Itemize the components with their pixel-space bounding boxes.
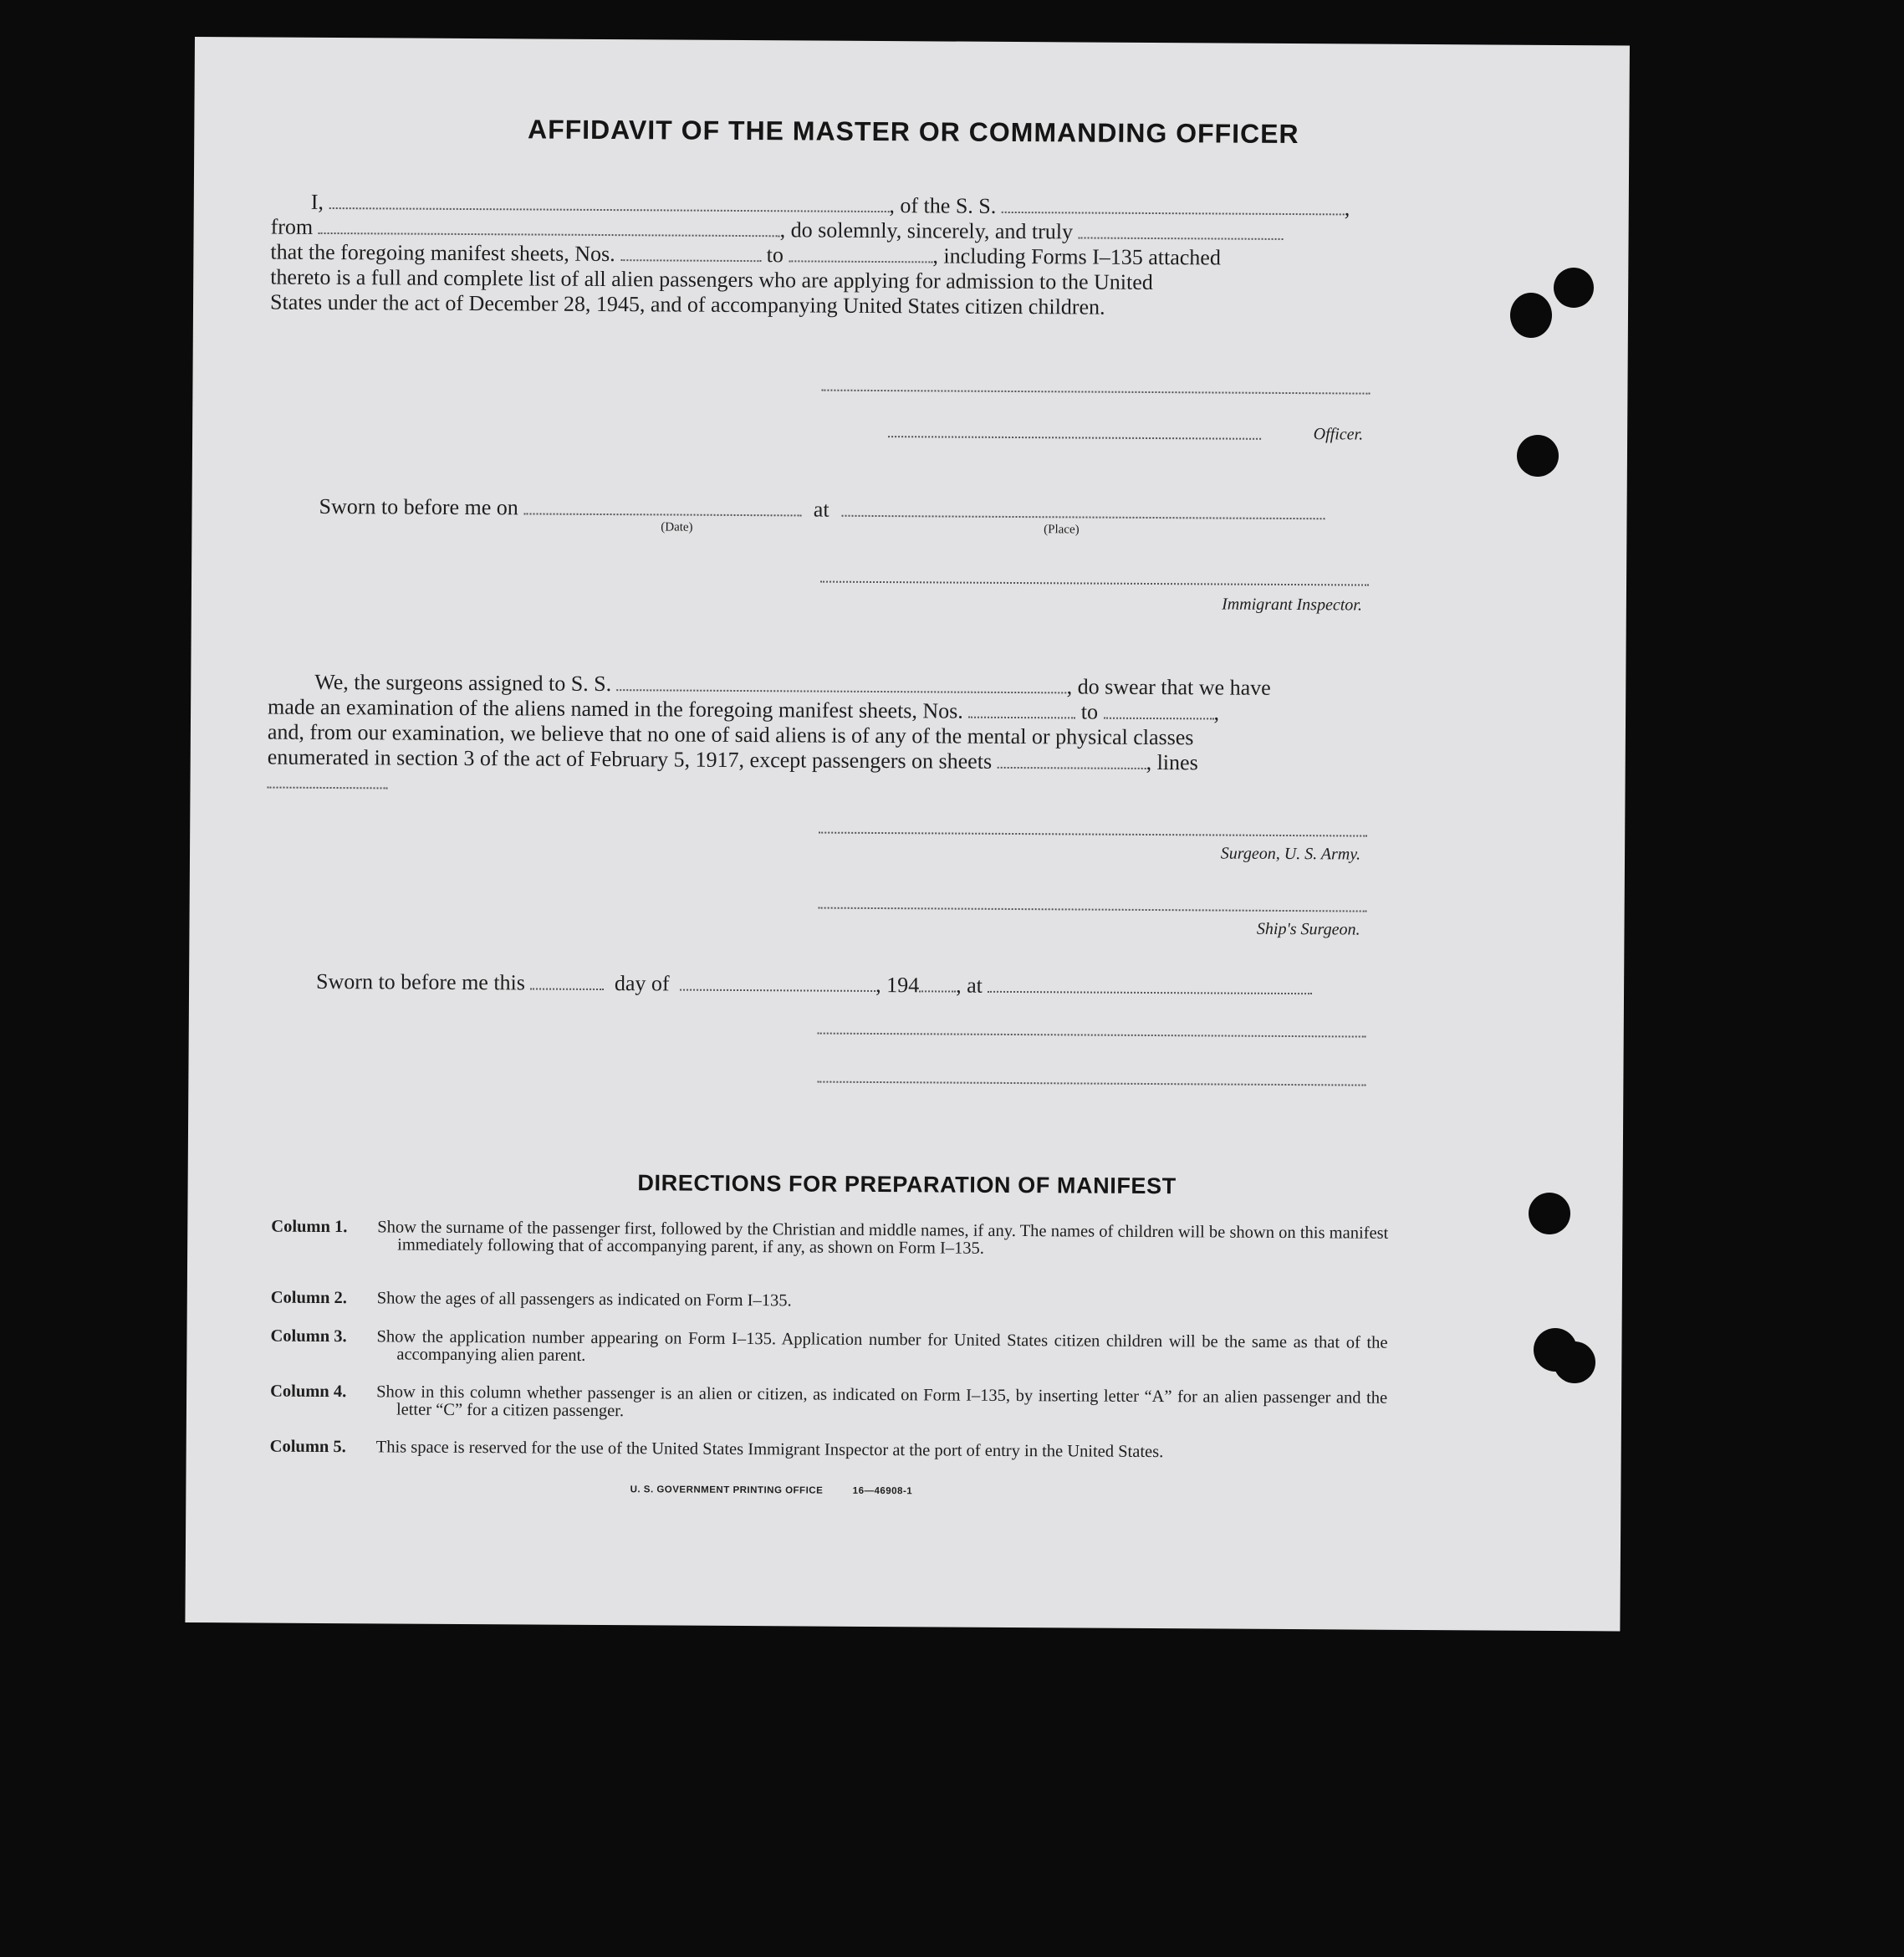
punch-hole-6 bbox=[1554, 1341, 1595, 1383]
sworn-month-field[interactable] bbox=[680, 973, 875, 992]
officer-signature-line-1[interactable] bbox=[821, 390, 1370, 395]
inspector-label: Immigrant Inspector. bbox=[1222, 595, 1362, 615]
sworn-date-field[interactable] bbox=[523, 496, 801, 516]
sheets-to-field[interactable] bbox=[789, 243, 932, 263]
sworn-place-field[interactable] bbox=[841, 498, 1325, 520]
army-surgeon-signature-line[interactable] bbox=[819, 832, 1367, 837]
army-surgeon-label: Surgeon, U. S. Army. bbox=[1220, 844, 1361, 864]
surgeons-line-1: We, the surgeons assigned to S. S. , do swear that we have bbox=[314, 669, 1271, 700]
punch-hole-2 bbox=[1510, 293, 1552, 338]
sworn-day-field[interactable] bbox=[530, 971, 604, 990]
direction-item-5: Column 5. This space is reserved for the use of the United States Immigrant Inspector at the port of entry in the United States. bbox=[269, 1437, 1164, 1462]
surgeons-line-2: made an examination of the aliens named in the foregoing manifest sheets, Nos. to , bbox=[268, 694, 1220, 725]
sworn-signature-line-1[interactable] bbox=[818, 1033, 1366, 1038]
surgeon-ship-field[interactable] bbox=[617, 672, 1067, 693]
punch-hole-1 bbox=[1554, 268, 1594, 308]
affidavit-line-3: that the foregoing manifest sheets, Nos. to , including Forms I–135 attached bbox=[270, 239, 1221, 270]
master-name-field[interactable] bbox=[329, 191, 889, 212]
sworn-location-field[interactable] bbox=[988, 974, 1312, 994]
ship-surgeon-signature-line[interactable] bbox=[819, 907, 1367, 912]
punch-hole-4 bbox=[1529, 1193, 1570, 1234]
direction-item-3: Column 3. Show the application number appearing on Form I–135. Application number for United States citizen children will be the same as that of the accompanying alien parent. bbox=[270, 1326, 1388, 1365]
directions-title: DIRECTIONS FOR PREPARATION OF MANIFEST bbox=[637, 1170, 1177, 1199]
punch-hole-3 bbox=[1517, 435, 1559, 477]
surgeon-sheets-to-field[interactable] bbox=[1104, 701, 1214, 720]
except-sheets-field[interactable] bbox=[998, 750, 1146, 769]
affidavit-line-2: from , do solemnly, sincerely, and truly bbox=[271, 215, 1284, 246]
surgeon-sheets-from-field[interactable] bbox=[968, 700, 1075, 719]
sworn-line-1: Sworn to before me on at bbox=[319, 494, 1325, 525]
affidavit-line-5: States under the act of December 28, 1945, and of accompanying United States citizen children. bbox=[269, 289, 1105, 319]
ship-name-field[interactable] bbox=[1002, 195, 1345, 216]
surgeons-line-3: and, from our examination, we believe that no one of said aliens is of any of the mental or physical classes bbox=[267, 719, 1194, 750]
date-caption: (Date) bbox=[661, 520, 693, 534]
sworn-year-field[interactable] bbox=[919, 973, 956, 992]
sworn-line-2: Sworn to before me this day of , 194 , at bbox=[316, 969, 1312, 1000]
oath-field[interactable] bbox=[1079, 220, 1284, 239]
except-lines-field[interactable] bbox=[268, 787, 388, 789]
officer-label: Officer. bbox=[1313, 425, 1364, 444]
sheets-from-field[interactable] bbox=[620, 243, 761, 262]
direction-item-1: Column 1. Show the surname of the passenger first, followed by the Christian and middle names, if any. The names of children will be shown on this manifest immediately following that of accompanying parent, if any, as shown on Form I–135. bbox=[271, 1217, 1389, 1258]
direction-item-2: Column 2. Show the ages of all passengers as indicated on Form I–135. bbox=[270, 1288, 792, 1311]
from-port-field[interactable] bbox=[319, 216, 780, 237]
form-sheet bbox=[185, 37, 1630, 1631]
inspector-signature-line[interactable] bbox=[820, 581, 1369, 586]
affidavit-title: AFFIDAVIT OF THE MASTER OR COMMANDING OFFICER bbox=[527, 114, 1299, 150]
place-caption: (Place) bbox=[1044, 523, 1080, 537]
sworn-signature-line-2[interactable] bbox=[817, 1081, 1365, 1086]
officer-signature-line-2[interactable] bbox=[888, 436, 1261, 440]
direction-item-4: Column 4. Show in this column whether passenger is an alien or citizen, as indicated on Form I–135, by inserting letter “A” for an alien passenger and the letter “C” for a citizen passenger. bbox=[270, 1382, 1388, 1421]
ship-surgeon-label: Ship's Surgeon. bbox=[1256, 919, 1360, 939]
affidavit-line-1: I, , of the S. S. , bbox=[310, 189, 1350, 221]
printer-footer: U. S. GOVERNMENT PRINTING OFFICE 16—46908-1 bbox=[630, 1484, 913, 1497]
affidavit-line-4: thereto is a full and complete list of all alien passengers who are applying for admission to the United bbox=[270, 264, 1153, 295]
surgeons-line-4: enumerated in section 3 of the act of February 5, 1917, except passengers on sheets , lines bbox=[267, 744, 1198, 775]
